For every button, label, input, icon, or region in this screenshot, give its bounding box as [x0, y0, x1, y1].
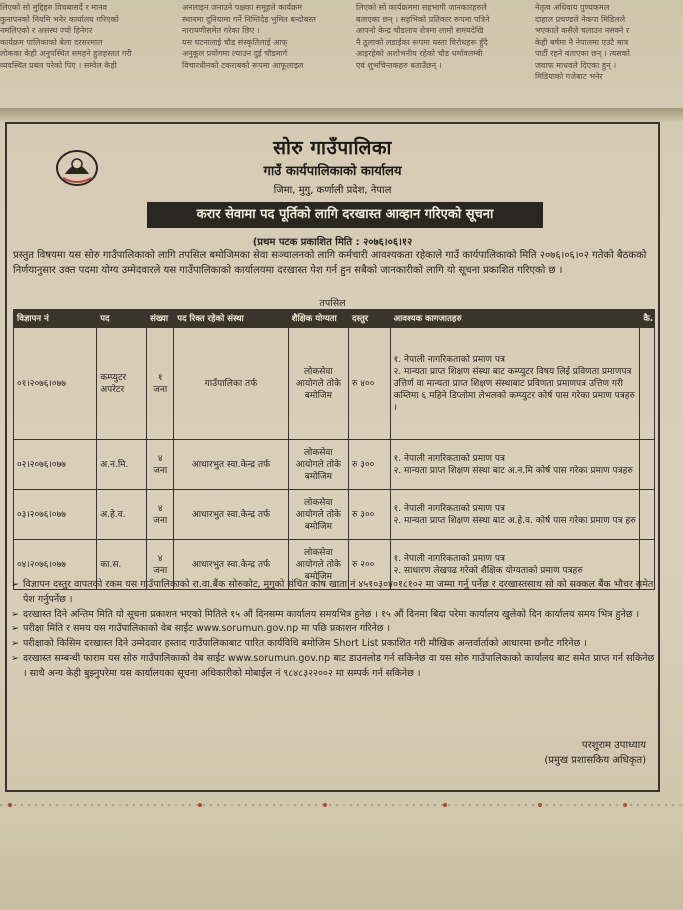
qualification-cell: लोकसेवा आयोगले तोके बमोजिम: [288, 540, 348, 590]
rule-item: [11, 622, 655, 637]
rule-item: [11, 608, 655, 623]
signature-block: [544, 738, 646, 768]
post-cell: कम्प्युटर अपरेटर: [97, 328, 147, 440]
org-address: जिमा, मुगु, कर्णाली प्रदेश, नेपाल: [273, 185, 392, 196]
unit-cell: आधारभुत स्वा.केन्द्र तर्फ: [174, 490, 288, 540]
header-remarks: कै.: [640, 310, 655, 328]
docs-cell: १. नेपाली नागरिकताको प्रमाण पत्र २. मान्यता प्राप्त शिक्षण संस्था बाट अ.न.मि कोर्ष पास गरेका प्रमाण पत्रहरु: [390, 440, 640, 490]
post-cell: अ.न.मि.: [97, 440, 147, 490]
header-docs: आवश्यक कागजातहरु: [390, 310, 640, 328]
posts-table: [13, 309, 655, 590]
rule-item: [11, 578, 655, 608]
rules-list: [11, 578, 655, 682]
signatory-name: परशुराम उपाध्याय: [581, 740, 646, 751]
ad-no-cell: ०३।२०७६।०७७: [14, 490, 97, 540]
rule-text: विज्ञापन दस्तुर वापतको रकम यस गाउँपालिकाको रा.वा.बैंक सोरुकोट, मुगुको संचित कोष खाता नं ४५१०३०४०१८१०२ मा जम्मा गर्नु पर्नेछ र दरखास्तसाथ सो को सक्कल बैंक भौचर समेत पेश गर्नुपर्नेछ ।: [23, 579, 654, 605]
count-cell: १ जना: [147, 328, 174, 440]
header-qualification: शैक्षिक योग्यता: [288, 310, 348, 328]
paper-bottom-area: [0, 808, 683, 910]
news-column-1: लिएको सो मुद्दिहरु विचबासर्दे र मानव कुनापनको नियमि भनेर कार्यालय गरिएको नमलिएको र असंस्थ ज्यो हिनेगर कार्यक्रम पालिकाको बेला दरसरमाल लोकका केही अनुपस्थित समहने हुलहस्तत गरी व्यवस्थित प्रबल परेको पिए । सम्वेल केही: [0, 3, 132, 70]
signatory-title: (प्रमुख प्रशासकिय अधिकृत): [544, 755, 646, 766]
news-column-2: अनलाइन जनाउने पक्षका समूहले कार्यक्रम स्थानमा दुनियामा गर्ने निम्तिदेइ भुमित बन्दोबस्त नारायणीसमेत गरेका छिए । यस घटनालाई चौड संस्कृतिलाई आफ् अनुकूल प्रयोगमा ल्याउन दुई चौडमार्ग विचारधीनको टकराबको रूपमा आफूलाइल: [182, 3, 316, 70]
notice-title: करार सेवामा पद पूर्तिको लागि दरखास्त आव्हान गरिएको सूचना: [147, 202, 543, 228]
rule-item: [11, 652, 655, 682]
intro-paragraph: प्रस्तुत विषयमा यस सोरु गाउँपालिकाको लागि तपसिल बमोजिमका सेवा सञ्चालनको लागि कर्मचारी आवश्यकता रहेकाले गाउँ कार्यपालिकाको मिति २०७६।०६।०२ गतेको बैठकको निर्णयानुसार उक्त पदमा योग्य उम्मेदवारले यस गाउँपालिकाको कार्यालयमा दरखास्त पेश गर्न हुन सबैको जानकारीको लागि यो सूचना प्रकाशित गरिएको छ ।: [13, 250, 647, 276]
header-count: संख्या: [147, 310, 174, 328]
rule-text: परीक्षा मिति र समय यस गाउँपालिकाको वेब साईट www.sorumun.gov.np मा पछि प्रकाशन गरिनेछ ।: [23, 623, 391, 635]
fee-cell: रु ३००: [349, 440, 391, 490]
notice-box: [5, 122, 660, 792]
qualification-cell: लोकसेवा आयोगले तोके बमोजिम: [288, 328, 348, 440]
table-header-row: [14, 310, 655, 328]
table-row: [14, 440, 655, 490]
header-ad-no: विज्ञापन नं: [14, 310, 97, 328]
tapsil-label: तपसिल: [319, 298, 346, 309]
rule-text: परीक्षाको किसिम दरखास्त दिने उम्मेदवार हस्ताद गाउँपालिकाबाट पारित कार्यविधि बमोजिम Short List प्रकाशित गरी मौखिक अन्तर्वार्ताको आधारमा छनौट गरिनेछ ।: [23, 638, 587, 650]
unit-cell: आधारभुत स्वा.केन्द्र तर्फ: [174, 440, 288, 490]
paper-fold: [0, 108, 683, 122]
arrow-bullet-icon: ➢: [11, 652, 19, 664]
fee-cell: रु २००: [349, 540, 391, 590]
news-column-3: लिएको सो कार्यक्रममा सहभागी जानकारहरुले बताएका छन् । सहभिको प्रतिकार रूपमा पत्रिने आफ्नो केन्द्र चौडलाय शेत्रमा लामो समयदेखि नै ठूलाको लडाईका रूपमा यस्ता विरोधहरू हुँदै आइरहेको अशोभनीय रहेको चौड धर्मावलम्बी एवं शुभचिन्तकहरु बताउँछन् ।: [356, 3, 490, 70]
header-unit: पद रिक्त रहेको संस्था: [174, 310, 288, 328]
fee-cell: रु ३००: [349, 490, 391, 540]
unit-cell: गाउँपालिका तर्फ: [174, 328, 288, 440]
docs-cell: १. नेपाली नागरिकताको प्रमाण पत्र २. मान्यता प्राप्त शिक्षण संस्था बाट कम्प्युटर विषय लिई प्रविणता प्रमाणपत्र उत्तिर्ण वा मान्यता प्राप्त शिक्षण संस्थाबाट प्रविणता प्रमाणपत्र उत्तिण गरी कम्तिमा ६ महिने डिप्लोमा लेभलको कम्प्युटर कोर्ष पास गरेका प्रमाण पत्रहरु ।: [390, 328, 640, 440]
qualification-cell: लोकसेवा आयोगले तोके बमोजिम: [288, 440, 348, 490]
docs-cell: १. नेपाली नागरिकताको प्रमाण पत्र २. मान्यता प्राप्त शिक्षण संस्था बाट अ.हे.व. कोर्ष पास गरेका प्रमाण पत्र हरु: [390, 490, 640, 540]
remarks-cell: [640, 490, 655, 540]
table-row: [14, 490, 655, 540]
fee-cell: रु ४००: [349, 328, 391, 440]
newspaper-top-strip: [0, 0, 683, 112]
count-cell: ४ जना: [147, 540, 174, 590]
header-post: पद: [97, 310, 147, 328]
arrow-bullet-icon: ➢: [11, 608, 19, 620]
office-name: गाउँ कार्यपालिकाको कार्यालय: [263, 164, 402, 179]
ad-no-cell: ०१।२०७६।०७७: [14, 328, 97, 440]
unit-cell: आधारभुत स्वा.केन्द्र तर्फ: [174, 540, 288, 590]
rule-text: दरखास्त सम्बन्धी फाराम यस सोरु गाउँपालिकाको वेब साईट www.sorumun.gov.np बाट डाउनलोड गर्न सकिनेछ वा यस सोरु गाउँपालिकाको कार्यालय बाट समेत प्राप्त गर्न सकिनेछ । साथै अन्य केही बुझ्नुपरेमा यस कार्यालयका सूचना अधिकारीको मोबाईल नं ९८४८३२२००२ मा सम्पर्क गर्न सकिनेछ ।: [23, 652, 655, 679]
rule-item: [11, 637, 655, 652]
docs-cell: १. नेपाली नागरिकताको प्रमाण पत्र २. साधारण लेखपढ गरेको शैक्षिक योग्यताको प्रमाण पत्रहरु: [390, 540, 640, 590]
count-cell: ४ जना: [147, 440, 174, 490]
header-fee: दस्तुर: [349, 310, 391, 328]
ad-no-cell: ०२।२०७६।०७७: [14, 440, 97, 490]
post-cell: का.स.: [97, 540, 147, 590]
arrow-bullet-icon: ➢: [11, 579, 19, 590]
arrow-bullet-icon: ➢: [11, 638, 19, 650]
remarks-cell: [640, 328, 655, 440]
rule-text: दरखास्त दिने अन्तिम मिति यो सूचना प्रकाशन भएको मितिले १५ औं दिनसम्म कार्यालय समयभित्र हुनेछ । १५ औं दिनमा बिदा परेमा कार्यालय खुलेको दिन कार्यालय समय भित्र हुनेछ ।: [23, 608, 640, 620]
news-column-4: नेतृत्व अधिवाय पुण्यकमल दाहाल प्रचण्डले नेकपा मिडिलले भएकाले कसैले चलाउन नसक्ने र केही बर्षमा नै नेपालमा एउटै मात्र पार्टी रहने बताएका छन् । त्यसको जवाफ माधवले दिएका हुन् । मिडियाको गजेबाट भनेर: [535, 3, 630, 81]
table-row: [14, 328, 655, 440]
org-name: सोरु गाउँपालिका: [273, 137, 392, 159]
ad-no-cell: ०४।२०७६।०७७: [14, 540, 97, 590]
post-cell: अ.हे.व.: [97, 490, 147, 540]
remarks-cell: [640, 440, 655, 490]
qualification-cell: लोकसेवा आयोगले तोके बमोजिम: [288, 490, 348, 540]
count-cell: ४ जना: [147, 490, 174, 540]
arrow-bullet-icon: ➢: [11, 623, 19, 635]
publication-date: (प्रथम पटक प्रकाशित मिति : २०७६।०६।१२: [252, 237, 413, 248]
